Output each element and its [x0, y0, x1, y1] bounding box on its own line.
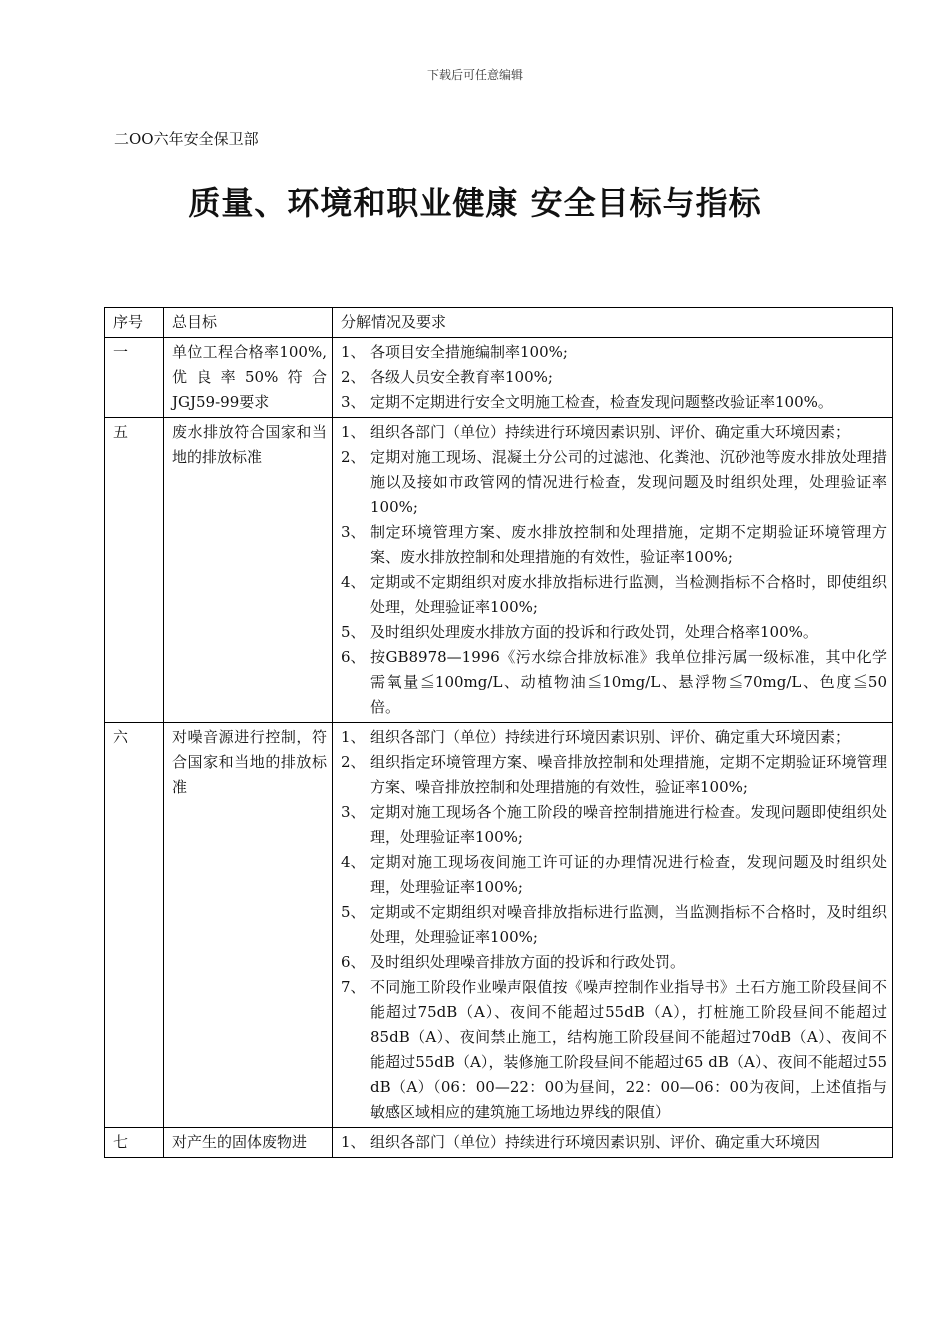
requirement-item [341, 1130, 887, 1155]
requirement-text: 定期或不定期组织对噪音排放指标进行监测，当监测指标不合格时，及时组织处理，处理验证率100%; [370, 903, 887, 946]
requirement-item [341, 850, 887, 900]
requirement-text: 组织指定环境管理方案、噪音排放控制和处理措施，定期不定期验证环境管理方案、噪音排放控制和处理措施的有效性，验证率100%; [370, 753, 887, 796]
requirement-item [341, 750, 887, 800]
row-requirements [333, 338, 893, 418]
requirement-number: 2、 [341, 368, 366, 386]
requirement-item [341, 420, 887, 445]
requirement-number: 5、 [341, 623, 366, 641]
requirement-number: 1、 [341, 1133, 366, 1151]
requirement-item [341, 365, 887, 390]
requirement-text: 定期对施工现场、混凝土分公司的过滤池、化粪池、沉砂池等废水排放处理措施以及接如市政管网的情况进行检查，发现问题及时组织处理，处理验证率100%; [370, 448, 887, 516]
requirement-number: 1、 [341, 728, 366, 746]
requirement-item [341, 340, 887, 365]
table-row [105, 418, 893, 723]
requirement-item [341, 570, 887, 620]
document-title: 质量、环境和职业健康 安全目标与指标 [188, 184, 762, 222]
requirement-text: 及时组织处理噪音排放方面的投诉和行政处罚。 [370, 953, 686, 971]
requirement-item [341, 645, 887, 720]
table-header-row [105, 308, 893, 338]
targets-table [104, 307, 893, 1158]
requirement-number: 4、 [341, 853, 366, 871]
requirement-item [341, 520, 887, 570]
requirement-item [341, 445, 887, 520]
requirement-text: 制定环境管理方案、废水排放控制和处理措施，定期不定期验证环境管理方案、废水排放控制和处理措施的有效性，验证率100%; [370, 523, 887, 566]
row-goal: 废水排放符合国家和当地的排放标准 [164, 418, 333, 723]
row-requirements [333, 723, 893, 1128]
requirement-number: 6、 [341, 648, 366, 666]
requirement-number: 2、 [341, 753, 366, 771]
department-line: 二OO六年安全保卫部 [114, 130, 259, 148]
row-goal: 对产生的固体废物进 [164, 1128, 333, 1158]
table-row [105, 338, 893, 418]
requirement-text: 定期不定期进行安全文明施工检查，检查发现问题整改验证率100%。 [370, 393, 833, 411]
header-requirements: 分解情况及要求 [333, 308, 893, 338]
requirement-item [341, 725, 887, 750]
header-goal: 总目标 [164, 308, 333, 338]
row-number: 七 [105, 1128, 164, 1158]
header-no: 序号 [105, 308, 164, 338]
row-requirements [333, 418, 893, 723]
requirement-text: 组织各部门（单位）持续进行环境因素识别、评价、确定重大环境因素； [370, 728, 851, 746]
requirement-number: 2、 [341, 448, 366, 466]
requirement-text: 各级人员安全教育率100%; [370, 368, 553, 386]
requirement-number: 7、 [341, 978, 366, 996]
requirement-text: 组织各部门（单位）持续进行环境因素识别、评价、确定重大环境因 [370, 1133, 821, 1151]
requirement-text: 及时组织处理废水排放方面的投诉和行政处罚，处理合格率100%。 [370, 623, 818, 641]
row-number: 一 [105, 338, 164, 418]
requirement-text: 定期对施工现场各个施工阶段的噪音控制措施进行检查。发现问题即使组织处理，处理验证率100%; [370, 803, 887, 846]
requirement-number: 6、 [341, 953, 366, 971]
row-number: 五 [105, 418, 164, 723]
requirement-number: 3、 [341, 523, 366, 541]
requirement-number: 3、 [341, 393, 366, 411]
table-row [105, 1128, 893, 1158]
requirement-number: 5、 [341, 903, 366, 921]
requirement-number: 1、 [341, 423, 366, 441]
requirement-item [341, 900, 887, 950]
requirement-item [341, 620, 887, 645]
header-note: 下载后可任意编辑 [426, 68, 523, 82]
requirement-text: 各项目安全措施编制率100%; [370, 343, 568, 361]
requirement-text: 定期对施工现场夜间施工许可证的办理情况进行检查，发现问题及时组织处理，处理验证率100%; [370, 853, 887, 896]
row-goal: 单位工程合格率100%,优良率50%符合JGJ59-99要求 [164, 338, 333, 418]
requirement-item [341, 390, 887, 415]
row-number: 六 [105, 723, 164, 1128]
requirement-text: 不同施工阶段作业噪声限值按《噪声控制作业指导书》土石方施工阶段昼间不能超过75dB（A）、夜间不能超过55dB（A），打桩施工阶段昼间不能超过85dB（A）、夜间禁止施工，结构施工阶段昼间不能超过70dB（A）、夜间不能超过55dB（A），装修施工阶段昼间不能超过65 dB（A）、夜间不能超过55 dB（A）（06：00—22：00为昼间，22：00—06：00为夜间，上述值指与敏感区域相应的建筑施工场地边界线的限值） [370, 978, 887, 1121]
requirement-item [341, 975, 887, 1125]
requirement-text: 按GB8978—1996《污水综合排放标准》我单位排污属一级标准，其中化学需氧量≦100mg/L、动植物油≦10mg/L、悬浮物≦70mg/L、色度≦50倍。 [370, 648, 887, 716]
requirement-number: 4、 [341, 573, 366, 591]
requirement-text: 定期或不定期组织对废水排放指标进行监测，当检测指标不合格时，即使组织处理，处理验证率100%; [370, 573, 887, 616]
table-row [105, 723, 893, 1128]
requirement-number: 3、 [341, 803, 366, 821]
requirement-text: 组织各部门（单位）持续进行环境因素识别、评价、确定重大环境因素； [370, 423, 851, 441]
requirement-item [341, 800, 887, 850]
row-goal: 对噪音源进行控制，符合国家和当地的排放标准 [164, 723, 333, 1128]
row-requirements [333, 1128, 893, 1158]
table-body [105, 338, 893, 1158]
requirement-item [341, 950, 887, 975]
requirement-number: 1、 [341, 343, 366, 361]
